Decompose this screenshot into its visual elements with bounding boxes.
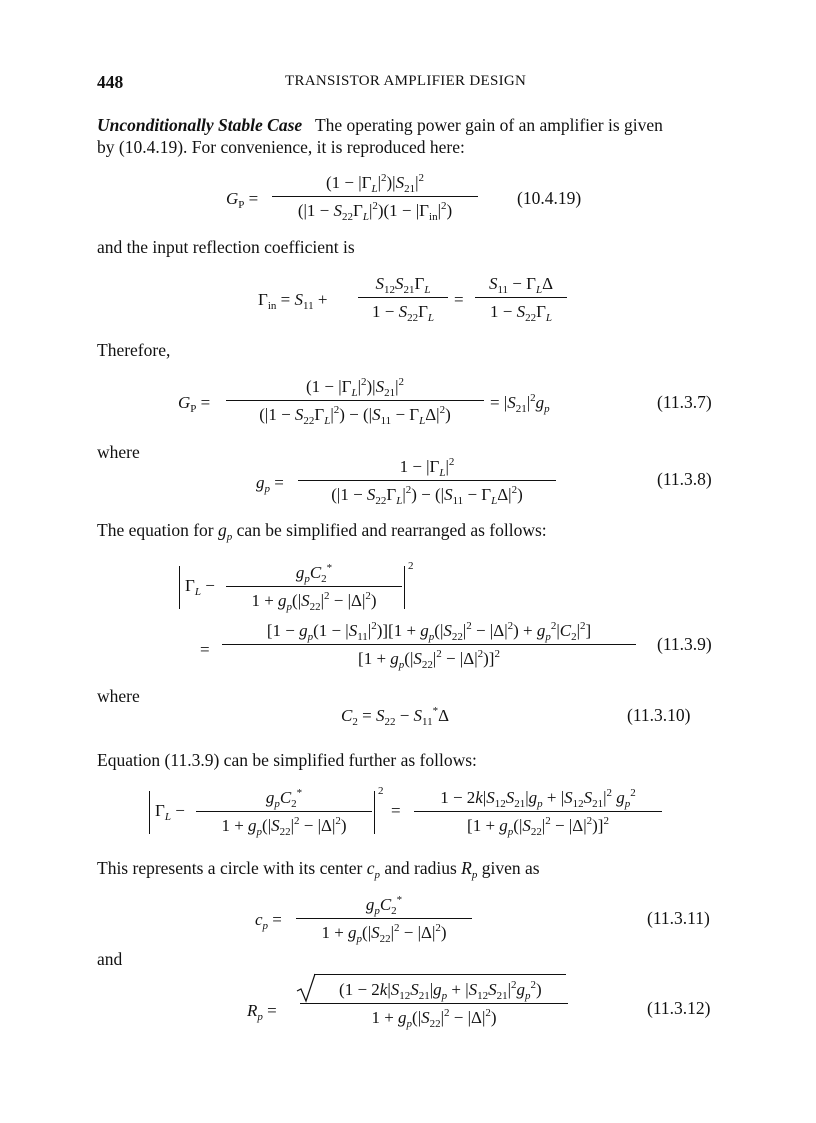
equation-lhs: $c_p$ = bbox=[255, 910, 282, 932]
paragraph-text: Therefore, bbox=[97, 340, 171, 360]
equation-equals: = bbox=[454, 290, 464, 309]
equation-fraction: $S_{11} - \Gamma_L\Delta$ $1 - S_{22}\Gamma_L$ bbox=[475, 273, 567, 323]
equation-lhs: $g_p$ = bbox=[256, 473, 284, 495]
equation-fraction: $S_{12}S_{21}\Gamma_L$ $1 - S_{22}\Gamma_L$ bbox=[358, 273, 448, 323]
equation-lhs: $G_P$ = bbox=[178, 393, 211, 415]
paragraph-text: where bbox=[97, 442, 140, 462]
paragraph-text: and bbox=[97, 949, 123, 969]
paragraph-text: The equation for $g_p$ can be simplified and rearranged as follows: bbox=[97, 520, 547, 543]
exponent: 2 bbox=[378, 785, 384, 797]
equation-fraction: $(1 - |\Gamma_L|^2)|S_{21}|^2$ $(|1 - S_{22}\Gamma_L|^2) - (|S_{11} - \Gamma_L\Delta|^2)$ bbox=[226, 376, 484, 426]
equation-number: (11.3.8) bbox=[657, 469, 712, 489]
absolute-value-bar bbox=[404, 566, 405, 609]
equation-c2: $C_2 = S_{22} - S_{11}^*\Delta$ bbox=[341, 705, 450, 728]
equation-lhs: $\Gamma_{in} = S_{11}$ + bbox=[258, 290, 328, 312]
paragraph-text: where bbox=[97, 686, 140, 706]
paragraph-text-line2: by (10.4.19). For convenience, it is reproduced here: bbox=[97, 137, 465, 157]
paragraph-text: This represents a circle with its center $c_p$ and radius $R_p$ given as bbox=[97, 858, 540, 881]
paragraph-text: and the input reflection coefficient is bbox=[97, 237, 355, 257]
equation-lhs: $G_P$ = bbox=[226, 189, 259, 211]
running-title: TRANSISTOR AMPLIFIER DESIGN bbox=[285, 73, 527, 89]
sqrt-overline bbox=[314, 974, 566, 975]
absolute-value-bar bbox=[374, 791, 375, 834]
equation-rhs: = $|S_{21}|^2g_p$ bbox=[490, 392, 550, 415]
equation-number: (11.3.9) bbox=[657, 634, 712, 654]
equation-term: $\Gamma_L$ − bbox=[185, 576, 215, 598]
equation-number: (11.3.10) bbox=[627, 705, 691, 725]
equation-equals: = bbox=[200, 640, 210, 659]
section-run-in-heading: Unconditionally Stable Case bbox=[97, 115, 303, 135]
equation-number: (11.3.11) bbox=[647, 908, 710, 928]
paragraph-text: The operating power gain of an amplifier is given bbox=[314, 115, 663, 135]
equation-term: $\Gamma_L$ − bbox=[155, 801, 185, 823]
equation-fraction: $g_pC_2^*$ $1 + g_p(|S_{22}|^2 - |\Delta|^2)$ bbox=[226, 562, 402, 612]
equation-fraction: $1 - |\Gamma_L|^2$ $(|1 - S_{22}\Gamma_L|^2) - (|S_{11} - \Gamma_L\Delta|^2)$ bbox=[298, 456, 556, 506]
equation-fraction: $[1 - g_p(1 - |S_{11}|^2)][1 + g_p(|S_{22}|^2 - |\Delta|^2) + g_p^2|C_2|^2]$ $[1 + g_p(|S_{22}|^2 - |\Delta|^2)]^2$ bbox=[222, 620, 636, 670]
equation-number: (11.3.7) bbox=[657, 392, 712, 412]
equation-fraction: $g_pC_2^*$ $1 + g_p(|S_{22}|^2 - |\Delta|^2)$ bbox=[296, 894, 472, 944]
equation-fraction: $(1 - 2k|S_{12}S_{21}|g_p + |S_{12}S_{21}|^2g_p^2)$ $1 + g_p(|S_{22}|^2 - |\Delta|^2)$ bbox=[300, 979, 568, 1029]
equation-fraction: $1 - 2k|S_{12}S_{21}|g_p + |S_{12}S_{21}|^2$ $g_p^2$ $[1 + g_p(|S_{22}|^2 - |\Delta|^2)]^2$ bbox=[414, 787, 662, 837]
paragraph-unconditionally-stable bbox=[97, 114, 663, 136]
equation-number: (11.3.12) bbox=[647, 998, 711, 1018]
exponent: 2 bbox=[408, 560, 414, 572]
page-number: 448 bbox=[97, 72, 124, 92]
equation-fraction: $g_pC_2^*$ $1 + g_p(|S_{22}|^2 - |\Delta|^2)$ bbox=[196, 787, 372, 837]
equation-fraction: $(1 - |\Gamma_L|^2)|S_{21}|^2$ $(|1 - S_{22}\Gamma_L|^2)(1 - |\Gamma_{in}|^2)$ bbox=[272, 172, 478, 222]
paragraph-text: Equation (11.3.9) can be simplified further as follows: bbox=[97, 750, 477, 770]
equation-number: (10.4.19) bbox=[517, 188, 582, 208]
equation-lhs: $R_p$ = bbox=[247, 1001, 277, 1023]
equation-equals: = bbox=[391, 801, 401, 820]
absolute-value-bar bbox=[179, 566, 180, 609]
absolute-value-bar bbox=[149, 791, 150, 834]
